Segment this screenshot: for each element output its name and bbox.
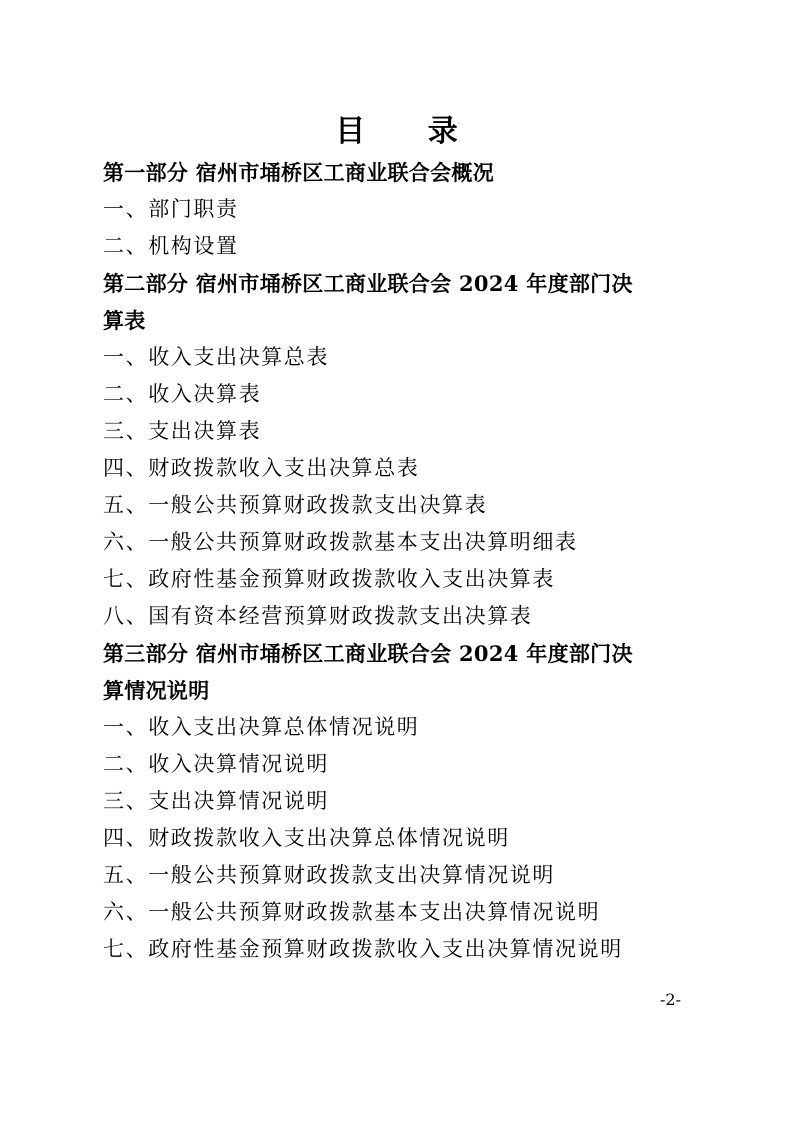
page-title: 目 录 (335, 114, 484, 149)
toc-item: 五、一般公共预算财政拨款支出决算表 (103, 493, 488, 517)
toc-item: 六、一般公共预算财政拨款基本支出决算情况说明 (103, 900, 601, 924)
toc-section-2: 第二部分 宿州市埇桥区工商业联合会 2024 年度部门决 (103, 271, 633, 296)
toc-item: 二、收入决算情况说明 (103, 752, 329, 776)
toc-section-2-continued: 算表 (103, 308, 146, 333)
toc-section-3-continued: 算情况说明 (103, 678, 210, 703)
toc-item: 三、支出决算表 (103, 419, 262, 443)
toc-item: 六、一般公共预算财政拨款基本支出决算明细表 (103, 530, 578, 554)
toc-item: 五、一般公共预算财政拨款支出决算情况说明 (103, 863, 555, 887)
toc-item: 二、收入决算表 (103, 382, 262, 406)
page-number: -2- (660, 990, 681, 1009)
toc-item: 八、国有资本经营预算财政拨款支出决算表 (103, 604, 533, 628)
table-of-contents (103, 154, 698, 968)
toc-item: 七、政府性基金预算财政拨款收入支出决算表 (103, 567, 555, 591)
toc-item: 七、政府性基金预算财政拨款收入支出决算情况说明 (103, 937, 623, 961)
toc-item: 三、支出决算情况说明 (103, 789, 329, 813)
toc-section-1: 第一部分 宿州市埇桥区工商业联合会概况 (103, 160, 495, 185)
toc-item: 二、机构设置 (103, 234, 239, 258)
toc-item: 一、收入支出决算总表 (103, 345, 329, 369)
toc-item: 一、部门职责 (103, 197, 239, 221)
toc-item: 四、财政拨款收入支出决算总表 (103, 456, 420, 480)
toc-item: 四、财政拨款收入支出决算总体情况说明 (103, 826, 510, 850)
toc-section-3: 第三部分 宿州市埇桥区工商业联合会 2024 年度部门决 (103, 641, 633, 666)
toc-item: 一、收入支出决算总体情况说明 (103, 715, 420, 739)
